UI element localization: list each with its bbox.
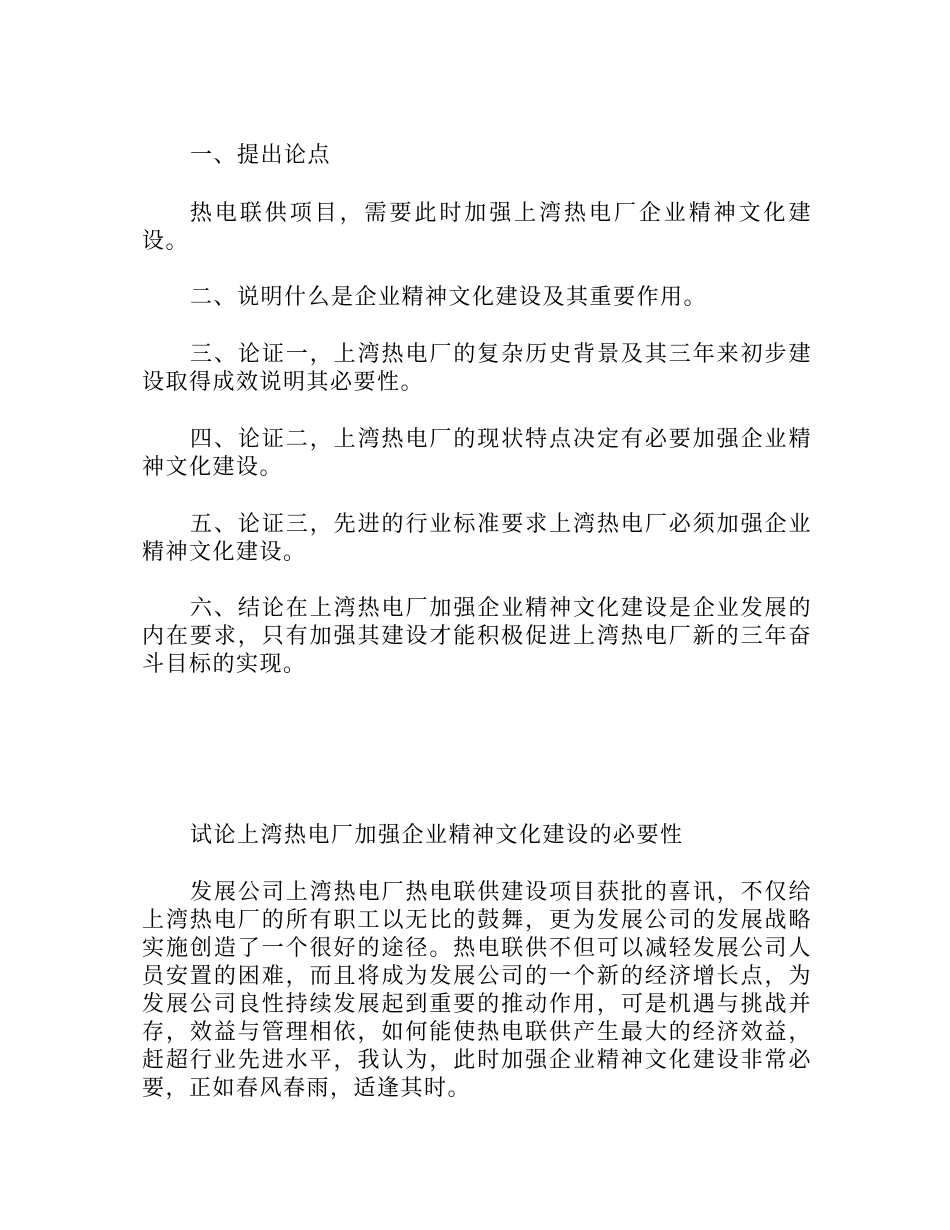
outline-item-5: 四、论证二，上湾热电厂的现状特点决定有必要加强企业精神文化建设。 [142,427,812,480]
outline-item-6: 五、论证三，先进的行业标准要求上湾热电厂必须加强企业精神文化建设。 [142,512,812,565]
outline-item-7: 六、结论在上湾热电厂加强企业精神文化建设是企业发展的内在要求，只有加强其建设才能积极促进上湾热电厂新的三年奋斗目标的实现。 [142,596,812,677]
outline-item-3: 二、说明什么是企业精神文化建设及其重要作用。 [190,285,708,310]
outline-item-4: 三、论证一，上湾热电厂的复杂历史背景及其三年来初步建设取得成效说明其必要性。 [142,342,812,395]
outline-item-1: 一、提出论点 [190,143,332,168]
essay-title: 试论上湾热电厂加强企业精神文化建设的必要性 [190,823,684,848]
essay-paragraph: 发展公司上湾热电厂热电联供建设项目获批的喜讯，不仅给上湾热电厂的所有职工以无比的鼓舞，更为发展公司的发展战略实施创造了一个很好的途径。热电联供不但可以减轻发展公司人员安置的困难，而且将成为发展公司的一个新的经济增长点，为发展公司良性持续发展起到重要的推动作用，可是机遇与挑战并存，效益与管理相依，如何能使热电联供产生最大的经济效益，赶超行业先进水平，我认为，此时加强企业精神文化建设非常必要，正如春风春雨，适逢其时。 [142,880,812,1101]
outline-item-2: 热电联供项目，需要此时加强上湾热电厂企业精神文化建设。 [142,201,812,254]
